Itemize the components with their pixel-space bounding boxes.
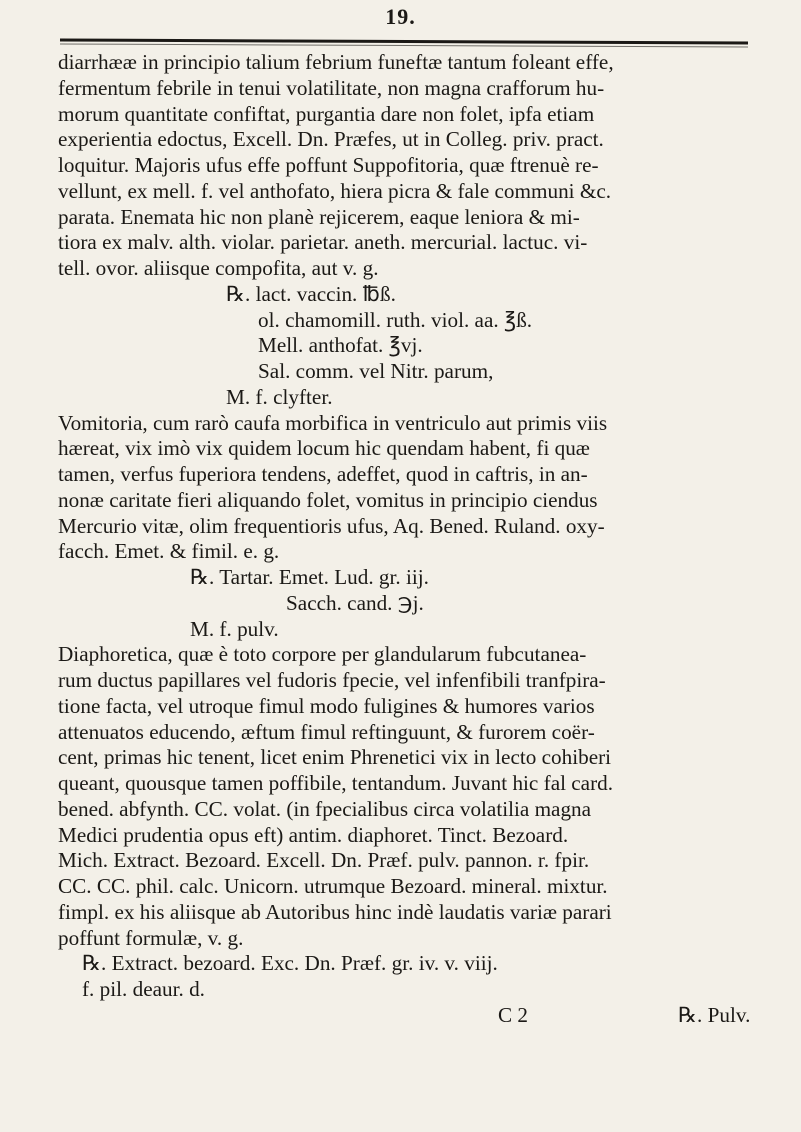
text-line: fimpl. ex his aliisque ab Autoribus hinc indè laudatis variæ parari xyxy=(58,899,612,924)
text-line: facch. Emet. & fimil. e. g. xyxy=(58,539,280,564)
text-line: queant, quousque tamen poffibile, tentandum. Juvant hic fal card. xyxy=(58,771,614,795)
signature-line xyxy=(58,1003,758,1029)
text-line: fermentum febrile in tenui volatilitate, non magna crafforum hu- xyxy=(58,75,605,100)
text-line: f. pil. deaur. d. xyxy=(82,977,205,1001)
text-line: tell. ovor. aliisque compofita, aut v. g. xyxy=(58,256,379,280)
header-rule-thin xyxy=(60,43,748,47)
text-line: experientia edoctus, Excell. Dn. Præfes, ut in Colleg. priv. pract. xyxy=(58,127,604,152)
signature-mark: C 2 xyxy=(498,1002,529,1027)
text-line: Diaphoretica, quæ è toto corpore per glandularum fubcutanea- xyxy=(58,642,587,667)
text-line: rum ductus papillares vel fudoris fpecie, vel infenfibili tranfpira- xyxy=(58,668,606,692)
text-line: M. f. pulv. xyxy=(190,616,279,641)
catchword: ℞. Pulv. xyxy=(678,1002,751,1027)
text-line: morum quantitate confiftat, purgantia dare non folet, ipfa etiam xyxy=(58,101,595,126)
page-number: 19. xyxy=(385,4,416,29)
text-line: ol. chamomill. ruth. viol. aa. ℥ß. xyxy=(258,307,533,332)
text-line: ℞. Extract. bezoard. Exc. Dn. Præf. gr. iv. v. viij. xyxy=(82,951,498,976)
text-line: tione facta, vel utroque fimul modo fuligines & humores varios xyxy=(58,693,595,718)
text-line: Mell. anthofat. ℥vj. xyxy=(258,333,423,358)
text-line: M. f. clyfter. xyxy=(226,384,333,409)
text-line: tiora ex malv. alth. violar. parietar. aneth. mercurial. lactuc. vi- xyxy=(58,230,588,255)
text-line: Mercurio vitæ, olim frequentioris ufus, Aq. Bened. Ruland. oxy- xyxy=(58,513,605,538)
text-line: ℞. Tartar. Emet. Lud. gr. iij. xyxy=(190,565,429,589)
text-line: Sal. comm. vel Nitr. parum, xyxy=(258,359,494,383)
text-line: tamen, verfus fuperiora tendens, adeffet, quod in caftris, in an- xyxy=(58,462,588,486)
text-line: bened. abfynth. CC. volat. (in fpecialibus circa volatilia magna xyxy=(58,796,592,821)
text-line: ℞. lact. vaccin. ℔ß. xyxy=(226,281,396,306)
text-line: vellunt, ex mell. f. vel anthofato, hiera picra & fale communi &c. xyxy=(58,178,612,203)
text-line: attenuatos educendo, æftum fimul reftinguunt, & furorem coër- xyxy=(58,719,595,744)
text-line: Sacch. cand. ℈j. xyxy=(286,590,424,615)
body-text xyxy=(58,50,758,1029)
text-line: nonæ caritate fieri aliquando folet, vomitus in principio ciendus xyxy=(58,487,598,512)
text-line: loquitur. Majoris ufus effe poffunt Suppofitoria, quæ ftrenuè re- xyxy=(58,153,599,177)
text-line: Vomitoria, cum rarò caufa morbifica in ventriculo aut primis viis xyxy=(58,410,608,435)
text-line: cent, primas hic tenent, licet enim Phrenetici vix in lecto cohiberi xyxy=(58,745,612,770)
text-line: Medici prudentia opus eft) antim. diaphoret. Tinct. Bezoard. xyxy=(58,822,569,847)
text-line: hæreat, vix imò vix quidem locum hic quendam habent, fi quæ xyxy=(58,436,590,461)
text-line: diarrhææ in principio talium febrium funeftæ tantum foleant effe, xyxy=(58,50,614,74)
text-line: parata. Enemata hic non planè rejicerem, eaque leniora & mi- xyxy=(58,204,580,229)
text-line: CC. CC. phil. calc. Unicorn. utrumque Bezoard. mineral. mixtur. xyxy=(58,874,608,898)
text-line: Mich. Extract. Bezoard. Excell. Dn. Præf. pulv. pannon. r. fpir. xyxy=(58,848,590,873)
text-line: poffunt formulæ, v. g. xyxy=(58,925,244,950)
